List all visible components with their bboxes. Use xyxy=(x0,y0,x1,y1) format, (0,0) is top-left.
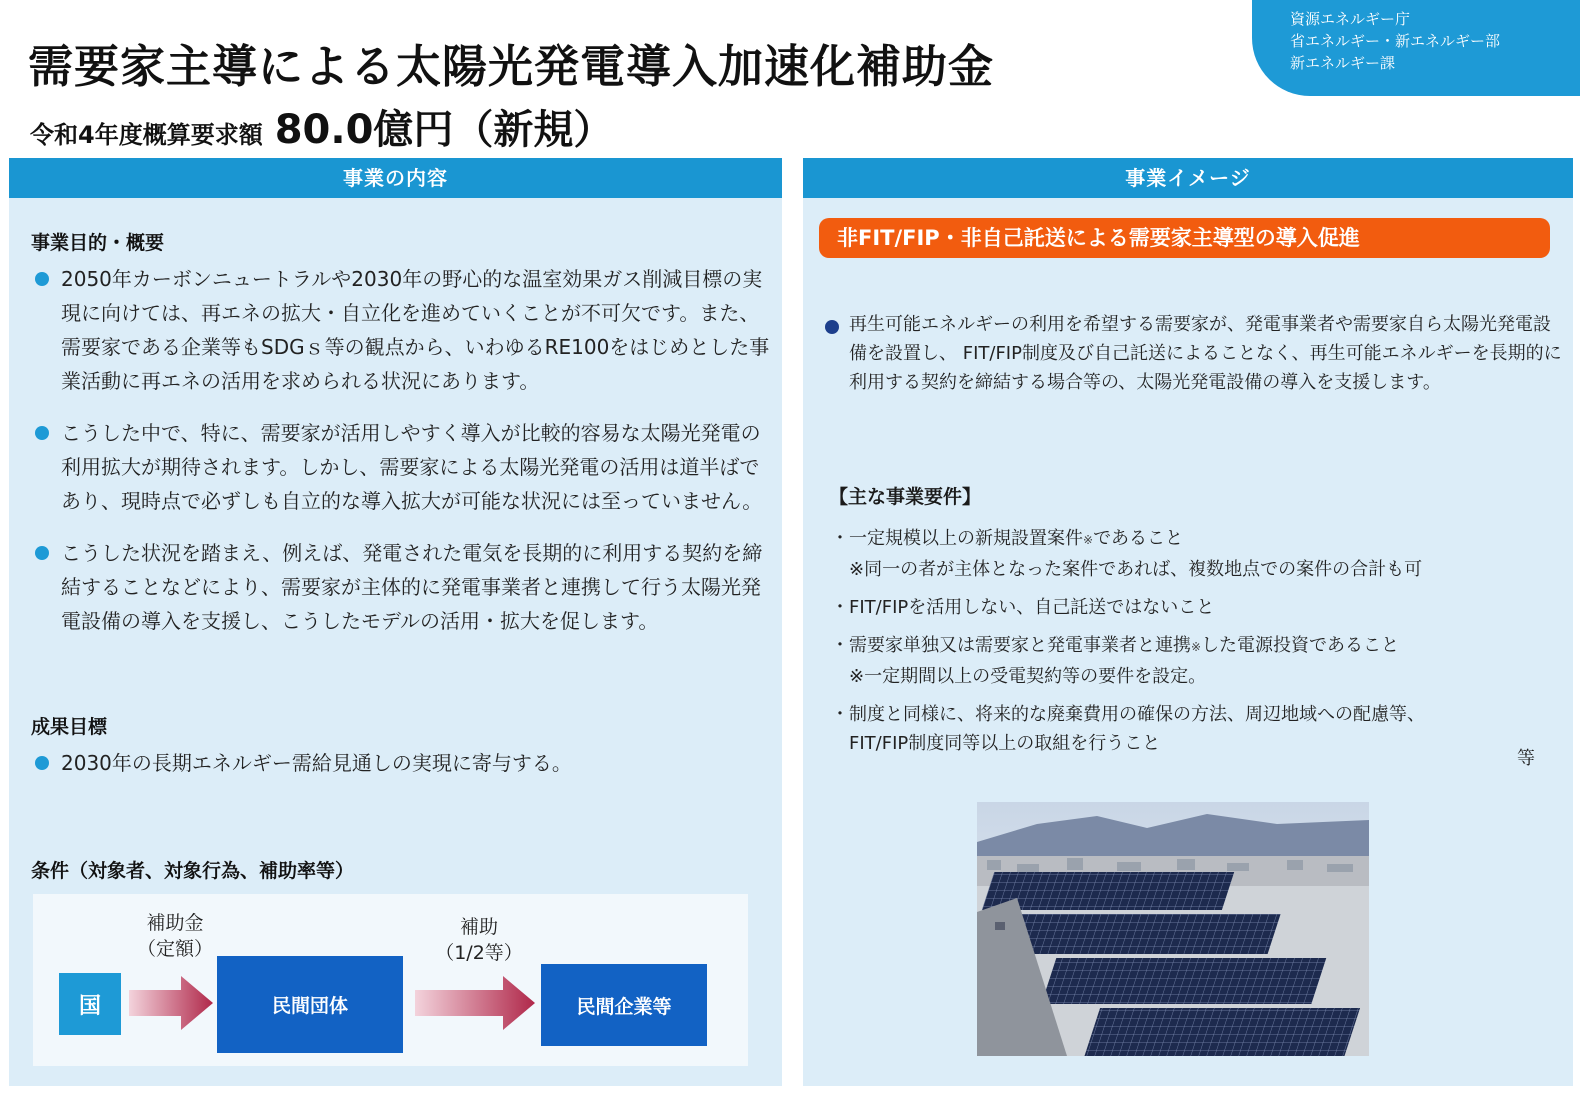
requirement-tail: であること xyxy=(1093,528,1184,549)
requirement-text: FIT/FIP制度同等以上の取組を行うこと xyxy=(849,733,1161,754)
list-item xyxy=(825,310,1565,397)
agency-line: 資源エネルギー庁 xyxy=(1290,10,1411,28)
flow-label-subsidy xyxy=(125,910,225,962)
requirements-list xyxy=(831,524,1561,767)
requirement-main: ・一定規模以上の新規設置案件 xyxy=(831,528,1083,549)
business-content-panel xyxy=(9,158,782,1086)
budget-line xyxy=(30,98,613,155)
budget-label: 令和4年度概算要求額 xyxy=(30,121,263,149)
arrow-right-icon xyxy=(415,976,535,1030)
goal-heading: 成果目標 xyxy=(31,716,108,738)
panel-heading: 事業イメージ xyxy=(803,158,1573,198)
etc-mark: 等 xyxy=(1517,748,1535,769)
list-item xyxy=(831,700,1561,758)
node-private-company: 民間企業等 xyxy=(541,964,707,1046)
requirement-text xyxy=(831,631,1561,662)
requirements-heading: 【主な事業要件】 xyxy=(829,486,982,508)
page-title: 需要家主導による太陽光発電導入加速化補助金 xyxy=(28,40,995,93)
list-item xyxy=(831,593,1561,622)
bullet-dot-icon xyxy=(35,426,49,440)
list-item xyxy=(831,524,1561,584)
requirement-text xyxy=(831,524,1561,555)
node-private-organization: 民間団体 xyxy=(217,956,403,1053)
requirement-text: ・FIT/FIPを活用しない、自己託送ではないこと xyxy=(831,597,1215,618)
bullet-text: 2030年の長期エネルギー需給見通しの実現に寄与する。 xyxy=(61,751,572,775)
conditions-heading: 条件（対象者、対象行為、補助率等） xyxy=(31,860,355,882)
purpose-heading: 事業目的・概要 xyxy=(31,232,165,254)
requirement-note: ※同一の者が主体となった案件であれば、複数地点での案件の合計も可 xyxy=(849,559,1423,580)
arrow-right-icon xyxy=(129,976,213,1030)
list-item xyxy=(35,262,775,398)
flow-label-line: （定額） xyxy=(136,938,213,960)
budget-amount: 80.0億円（新規） xyxy=(274,107,614,153)
bullet-dot-icon xyxy=(825,320,839,334)
bullet-dot-icon xyxy=(35,546,49,560)
list-item xyxy=(35,746,775,780)
main-bullet-list xyxy=(825,310,1565,397)
flow-label-aid xyxy=(429,914,529,966)
requirement-text: ・制度と同様に、将来的な廃棄費用の確保の方法、周辺地域への配慮等、 xyxy=(831,704,1425,725)
agency-line: 省エネルギー・新エネルギー部 xyxy=(1290,32,1501,50)
node-government: 国 xyxy=(59,973,121,1035)
goal-bullet-list xyxy=(35,746,775,780)
list-item xyxy=(35,536,775,638)
bullet-dot-icon xyxy=(35,272,49,286)
requirement-main: ・需要家単独又は需要家と発電事業者と連携 xyxy=(831,635,1191,656)
panel-heading: 事業の内容 xyxy=(9,158,782,198)
business-image-panel xyxy=(803,158,1573,1086)
highlight-banner: 非FIT/FIP・非自己託送による需要家主導型の導入促進 xyxy=(819,218,1550,258)
flow-label-line: （1/2等） xyxy=(435,942,523,964)
note-mark: ※ xyxy=(1083,533,1094,547)
bullet-text: 2050年カーボンニュートラルや2030年の野心的な温室効果ガス削減目標の実現に向けては、再エネの拡大・自立化を進めていくことが不可欠です。また、需要家である企業等もSDGｓ等の観点から、いわゆるRE100をはじめとした事業活動に再エネの活用を求められる状況にあります。 xyxy=(61,267,770,393)
solar-panel-photo xyxy=(977,802,1369,1056)
flow-label-line: 補助金 xyxy=(146,912,204,934)
purpose-bullet-list xyxy=(35,262,775,638)
note-mark: ※ xyxy=(1191,640,1202,654)
agency-badge xyxy=(1252,0,1580,96)
bullet-text: 再生可能エネルギーの利用を希望する需要家が、発電事業者や需要家自ら太陽光発電設備を設置し、 FIT/FIP制度及び自己託送によることなく、再生可能エネルギーを長期的に利用する契約を締結する場合等の、太陽光発電設備の導入を支援します。 xyxy=(849,314,1562,393)
bullet-text: こうした中で、特に、需要家が活用しやすく導入が比較的容易な太陽光発電の利用拡大が期待されます。しかし、需要家による太陽光発電の活用は道半ばであり、現時点で必ずしも自立的な導入拡大が可能な状況には至っていません。 xyxy=(61,421,763,513)
flow-label-line: 補助 xyxy=(459,916,498,938)
list-item xyxy=(35,416,775,518)
bullet-text: こうした状況を踏まえ、例えば、発電された電気を長期的に利用する契約を締結することなどにより、需要家が主体的に発電事業者と連携して行う太陽光発電設備の導入を支援し、こうしたモデルの活用・拡大を促します。 xyxy=(61,541,763,633)
subsidy-flow-diagram xyxy=(33,894,748,1066)
agency-line: 新エネルギー課 xyxy=(1290,54,1396,72)
requirement-tail: した電源投資であること xyxy=(1201,635,1400,656)
requirement-note: ※一定期間以上の受電契約等の要件を設定。 xyxy=(849,666,1207,687)
list-item xyxy=(831,631,1561,691)
bullet-dot-icon xyxy=(35,756,49,770)
